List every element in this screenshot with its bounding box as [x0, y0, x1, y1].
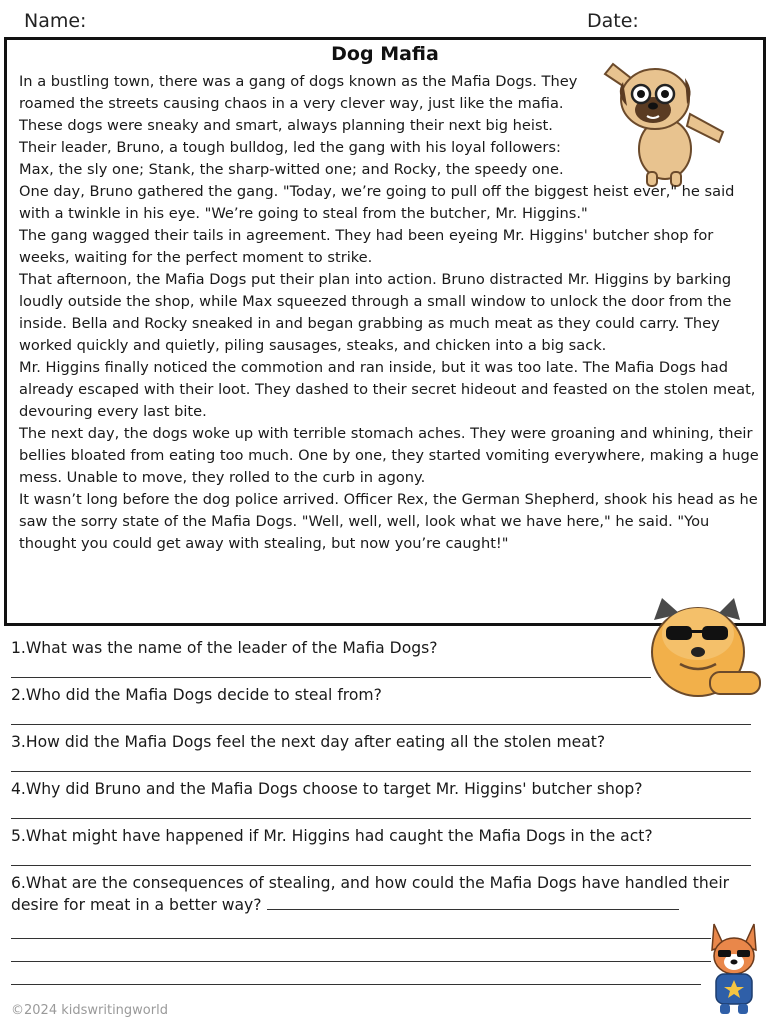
story-paragraph: Mr. Higgins finally noticed the commotion and ran inside, but it was too late. The Mafia Dogs had already escaped with their loot. They dashed to their secret hideout and feasted on the stolen meat, devouring every last bite. — [19, 359, 756, 420]
answer-line[interactable] — [11, 659, 651, 678]
question-text: 6.What are the consequences of stealing, and how could the Mafia Dogs have handled their desire for meat in a better way? — [11, 874, 730, 914]
question-text: 2.Who did the Mafia Dogs decide to steal from? — [11, 686, 382, 704]
story-text — [19, 71, 761, 555]
question-item — [11, 731, 751, 778]
answer-line[interactable] — [11, 939, 711, 962]
story-paragraph: One day, Bruno gathered the gang. "Today, we’re going to pull off the biggest heist ever," he said with a twinkle in his eye. "We’re going to steal from the butcher, Mr. Higgins." — [19, 183, 735, 222]
story-paragraph: The gang wagged their tails in agreement. They had been eyeing Mr. Higgins' butcher shop for weeks, waiting for the perfect moment to strike. — [19, 227, 714, 266]
question-item — [11, 778, 751, 825]
name-label: Name: — [24, 10, 87, 32]
answer-line[interactable] — [11, 962, 701, 985]
answer-line[interactable] — [11, 753, 751, 772]
questions-section — [11, 637, 751, 985]
question-text: 4.Why did Bruno and the Mafia Dogs choose to target Mr. Higgins' butcher shop? — [11, 780, 643, 798]
story-paragraph: That afternoon, the Mafia Dogs put their plan into action. Bruno distracted Mr. Higgins by barking loudly outside the shop, while Max squeezed through a small window to unlock the door from the inside. Bella and Rocky sneaked in and began grabbing as much meat as they could carry. They worked quickly and quietly, piling sausages, steaks, and chicken into a big sack. — [19, 271, 732, 354]
story-box — [4, 37, 766, 626]
question-text: 5.What might have happened if Mr. Higgins had caught the Mafia Dogs in the act? — [11, 827, 653, 845]
answer-line[interactable] — [11, 800, 751, 819]
question-text: 1.What was the name of the leader of the Mafia Dogs? — [11, 639, 438, 657]
answer-line[interactable] — [267, 895, 679, 910]
story-paragraph: The next day, the dogs woke up with terrible stomach aches. They were groaning and whining, their bellies bloated from eating too much. One by one, they started vomiting everywhere, making a huge mess. Unable to move, they rolled to the curb in agony. — [19, 425, 759, 486]
question-item — [11, 825, 751, 872]
answer-line[interactable] — [11, 916, 711, 939]
story-paragraph: It wasn’t long before the dog police arrived. Officer Rex, the German Shepherd, shook his head as he saw the sorry state of the Mafia Dogs. "Well, well, well, look what we have here," he said. "You thought you could get away with stealing, but now you’re caught!" — [19, 491, 758, 552]
story-paragraph: In a bustling town, there was a gang of dogs known as the Mafia Dogs. They roamed the streets causing chaos in a very clever way, just like the mafia. These dogs were sneaky and smart, always planning their next big heist. Their leader, Bruno, a tough bulldog, led the gang with his loyal followers: Max, the sly one; Stank, the sharp-witted one; and Rocky, the speedy one. — [19, 73, 578, 178]
police-dog-illustration — [706, 920, 762, 1018]
question-item — [11, 637, 751, 684]
copyright-text: ©2024 kidswritingworld — [11, 1003, 168, 1018]
question-text: 3.How did the Mafia Dogs feel the next day after eating all the stolen meat? — [11, 733, 606, 751]
story-title: Dog Mafia — [331, 43, 439, 65]
answer-line[interactable] — [11, 706, 751, 725]
answer-line[interactable] — [11, 847, 751, 866]
question-item — [11, 872, 751, 916]
date-label: Date: — [587, 10, 639, 32]
question-item — [11, 684, 751, 731]
